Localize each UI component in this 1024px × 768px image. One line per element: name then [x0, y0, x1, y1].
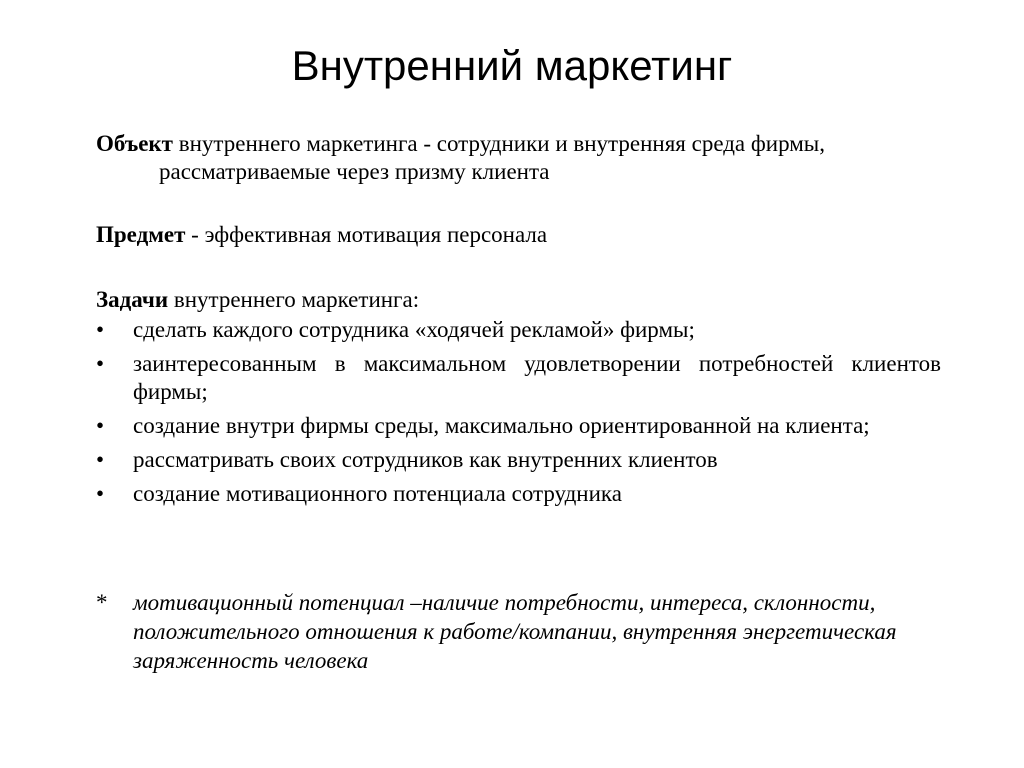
- footnote: [96, 588, 916, 675]
- bullet-icon: •: [96, 317, 105, 342]
- subject-paragraph: [96, 221, 941, 249]
- object-text: внутреннего маркетинга - сотрудники и внутренняя среда фирмы, рассматриваемые через призму клиента: [159, 131, 826, 184]
- subject-text: - эффективная мотивация персонала: [185, 222, 548, 247]
- subject-label: Предмет: [96, 222, 186, 247]
- list-item-text: рассматривать своих сотрудников как внутренних клиентов: [133, 447, 718, 472]
- list-item: [96, 446, 941, 474]
- tasks-list: [96, 316, 941, 508]
- footnote-text: мотивационный потенциал –наличие потребности, интереса, склонности, положительного отношения к работе/компании, внутренняя энергетическая заряженность человека: [133, 590, 897, 673]
- object-paragraph: [96, 130, 941, 186]
- tasks-text: внутреннего маркетинга:: [168, 287, 420, 312]
- spacer: [96, 186, 941, 221]
- list-item-text: создание мотивационного потенциала сотрудника: [133, 481, 622, 506]
- spacer: [96, 249, 941, 286]
- slide-title: Внутренний маркетинг: [291, 42, 733, 89]
- footnote-marker: *: [96, 590, 108, 615]
- list-item-text: сделать каждого сотрудника «ходячей рекламой» фирмы;: [133, 317, 695, 342]
- tasks-heading: [96, 286, 941, 314]
- bullet-icon: •: [96, 447, 105, 472]
- list-item-text: создание внутри фирмы среды, максимально ориентированной на клиента;: [133, 413, 870, 438]
- list-item-text: заинтересованным в максимальном удовлетворении потребностей клиентов фирмы;: [133, 351, 941, 404]
- list-item: [96, 316, 941, 344]
- slide-body: [96, 130, 941, 514]
- list-item: [96, 480, 941, 508]
- bullet-icon: •: [96, 413, 105, 438]
- bullet-icon: •: [96, 481, 105, 506]
- bullet-icon: •: [96, 351, 105, 376]
- object-label: Объект: [96, 131, 173, 156]
- list-item: [96, 350, 941, 406]
- list-item: [96, 412, 941, 440]
- tasks-label: Задачи: [96, 287, 169, 312]
